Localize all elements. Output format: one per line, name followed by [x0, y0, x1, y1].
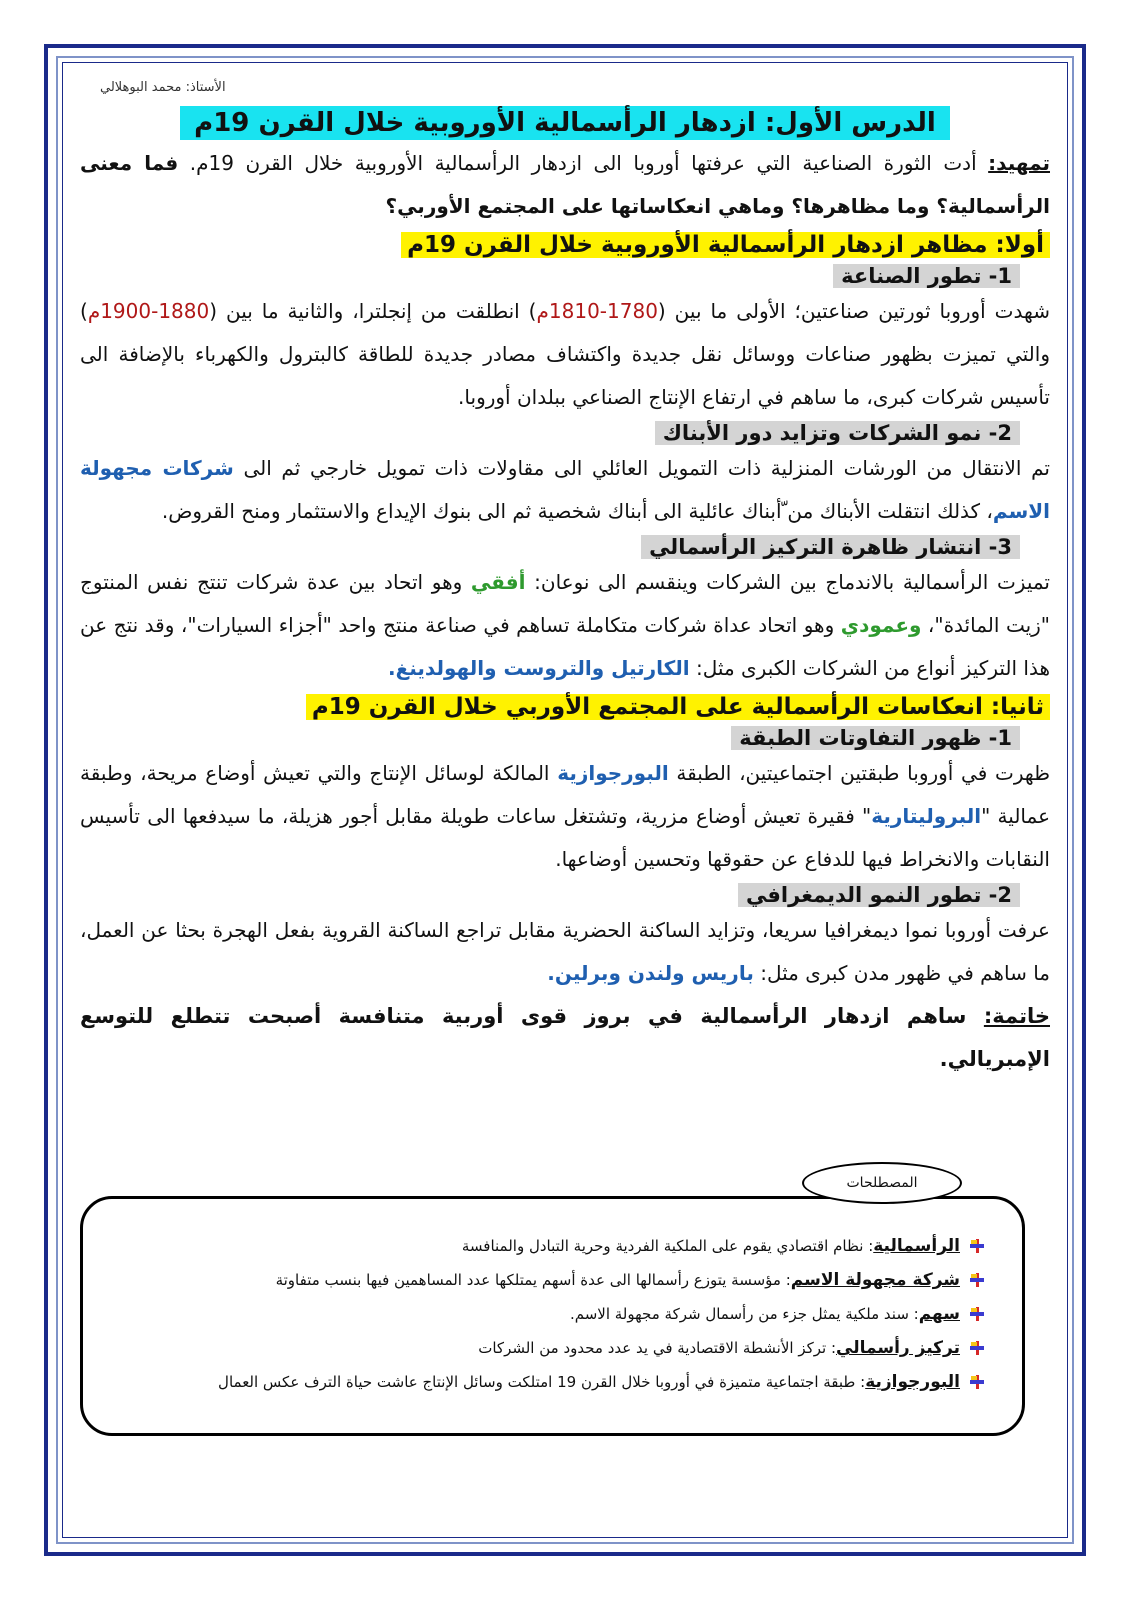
cross-bullet-icon [970, 1341, 984, 1355]
term-definition: : مؤسسة يتوزع رأسمالها الى عدة أسهم يمتلكها عدد المساهمين فيها بنسب متفاوتة [275, 1271, 791, 1289]
part1-s2-paragraph [80, 447, 1050, 533]
part1-s1-paragraph [80, 290, 1050, 419]
part2-s2-text-1: عرفت أوروبا نموا ديمغرافيا سريعا، وتزايد الساكنة الحضرية مقابل تراجع الساكنة القروية بفعل الهجرة بحثا عن العمل، ما ساهم في ظهور مدن كبرى مثل: [80, 918, 1050, 985]
conclusion-text: ساهم ازدهار الرأسمالية في بروز قوى أوربية متنافسة أصبحت تتطلع للتوسع الإمبريالي. [80, 1004, 1050, 1071]
intro-paragraph [80, 142, 1050, 228]
teacher-name: الأستاذ: محمد البوهلالي [100, 80, 226, 95]
part1-s1-text-2: ) انطلقت من إنجلترا، والثانية ما بين ( [209, 299, 537, 323]
part1-s2-heading: 2- نمو الشركات وتزايد دور الأبناك [655, 421, 1020, 445]
term-definition: : تركز الأنشطة الاقتصادية في يد عدد محدود من الشركات [478, 1339, 837, 1357]
part2-heading: ثانيا: انعكاسات الرأسمالية على المجتمع الأوربي خلال القرن 19م [306, 694, 1050, 720]
part1-s1-date-1: 1780-1810م [536, 299, 658, 323]
title-wrap [80, 106, 1050, 140]
term-item [103, 1229, 984, 1263]
part2-s1-keyword-2: البروليتارية [871, 804, 982, 828]
term-name: البورجوازية [865, 1372, 960, 1392]
term-item [103, 1331, 984, 1365]
part2-s1-text-1: ظهرت في أوروبا طبقتين اجتماعيتين، الطبقة [668, 761, 1050, 785]
term-definition: : طبقة اجتماعية متميزة في أوروبا خلال القرن 19 امتلكت وسائل الإنتاج عاشت حياة الترف عكس العمال [218, 1373, 866, 1391]
part1-s2-heading-row [80, 419, 1050, 447]
part2-heading-row [80, 690, 1050, 724]
term-item [103, 1263, 984, 1297]
part2-s1-heading-row [80, 724, 1050, 752]
cross-bullet-icon [970, 1239, 984, 1253]
intro-text: أدت الثورة الصناعية التي عرفتها أوروبا الى ازدهار الرأسمالية الأوروبية خلال القرن 19م. [178, 151, 989, 175]
part2-s2-paragraph [80, 909, 1050, 995]
part1-s2-keyword-1: شركات مجهولة الاسم [80, 456, 1050, 523]
part1-s3-text-3: وهو اتحاد عداة شركات متكاملة تساهم في صناعة منتج واحد "أجزاء السيارات"، وقد نتج عن هذا التركيز أنواع من الشركات الكبرى مثل: [80, 613, 1050, 680]
part1-s3-heading: 3- انتشار ظاهرة التركيز الرأسمالي [641, 535, 1020, 559]
term-definition: : سند ملكية يمثل جزء من رأسمال شركة مجهولة الاسم. [569, 1305, 919, 1323]
part2-s2-heading: 2- تطور النمو الديمغرافي [738, 883, 1020, 907]
part2-s2-heading-row [80, 881, 1050, 909]
term-name: شركة مجهولة الاسم [790, 1270, 960, 1290]
part2-s1-text-3: " فقيرة تعيش أوضاع مزرية، وتشتغل ساعات طويلة مقابل أجور هزيلة، ما سيدفعها الى تأسيس النقابات والانخراط فيها للدفاع عن حقوقها وتحسين أوضاعها. [80, 804, 1050, 871]
part1-s3-keyword-2: وعمودي [840, 613, 922, 637]
part1-s1-text-3: ) والتي تميزت بظهور صناعات ووسائل نقل جديدة واكتشاف مصادر جديدة للطاقة كالبترول والكهرباء بالإضافة الى تأسيس شركات كبرى، ما ساهم في ارتفاع الإنتاج الصناعي ببلدان أوروبا. [80, 299, 1050, 409]
term-definition: : نظام اقتصادي يقوم على الملكية الفردية وحرية التبادل والمنافسة [461, 1237, 874, 1255]
part1-s3-paragraph [80, 561, 1050, 690]
part1-s3-text-1: تميزت الرأسمالية بالاندماج بين الشركات وينقسم الى نوعان: [525, 570, 1050, 594]
part2-s2-keyword-1: باريس ولندن وبرلين. [547, 961, 754, 985]
part2-s1-heading: 1- ظهور التفاوتات الطبقة [731, 726, 1020, 750]
intro-question: فما معنى الرأسمالية؟ وما مظاهرها؟ وماهي انعكاساتها على المجتمع الأوربي؟ [80, 151, 1050, 218]
term-name: الرأسمالية [873, 1236, 960, 1256]
part1-s2-text-1: تم الانتقال من الورشات المنزلية ذات التمويل العائلي الى مقاولات ذات تمويل خارجي ثم الى [233, 456, 1050, 480]
intro-label: تمهيد: [988, 151, 1050, 175]
part1-s2-text-2: ، كذلك انتقلت الأبناك من ّأبناك عائلية الى أبناك شخصية ثم الى بنوك الإيداع والاستثمار ومنح القروض. [161, 499, 993, 523]
part1-s3-heading-row [80, 533, 1050, 561]
conclusion-paragraph [80, 995, 1050, 1081]
term-name: سهم [918, 1304, 960, 1324]
terms-box [80, 1196, 1025, 1436]
term-item [103, 1365, 984, 1399]
part1-s1-date-2: 1880-1900م [87, 299, 210, 323]
part2-s1-paragraph [80, 752, 1050, 881]
terms-label: المصطلحات [802, 1162, 962, 1204]
term-item [103, 1297, 984, 1331]
lesson-content [80, 70, 1050, 1081]
part1-s1-text-1: شهدت أوروبا ثورتين صناعتين؛ الأولى ما بين ( [657, 299, 1050, 323]
term-name: تركيز رأسمالي [836, 1338, 960, 1358]
cross-bullet-icon [970, 1307, 984, 1321]
part2-s1-keyword-1: البورجوازية [557, 761, 669, 785]
part1-s3-keyword-1: أفقي [470, 570, 526, 594]
cross-bullet-icon [970, 1375, 984, 1389]
part1-s1-heading: 1- تطور الصناعة [833, 264, 1020, 288]
conclusion-label: خاتمة: [983, 1004, 1050, 1028]
lesson-title: الدرس الأول: ازدهار الرأسمالية الأوروبية خلال القرن 19م [180, 106, 950, 140]
cross-bullet-icon [970, 1273, 984, 1287]
part1-s1-heading-row [80, 262, 1050, 290]
part1-s3-keyword-3: الكارتيل والتروست والهولدينغ. [387, 656, 690, 680]
part1-heading: أولا: مظاهر ازدهار الرأسمالية الأوروبية خلال القرن 19م [401, 232, 1050, 258]
part1-s3-text-2: وهو اتحاد بين عدة شركات تنتج نفس المنتوج "زيت المائدة"، [80, 570, 1051, 637]
part2-s1-text-2: المالكة لوسائل الإنتاج والتي تعيش أوضاع مريحة، وطبقة عمالية " [80, 761, 1051, 828]
part1-heading-row [80, 228, 1050, 262]
